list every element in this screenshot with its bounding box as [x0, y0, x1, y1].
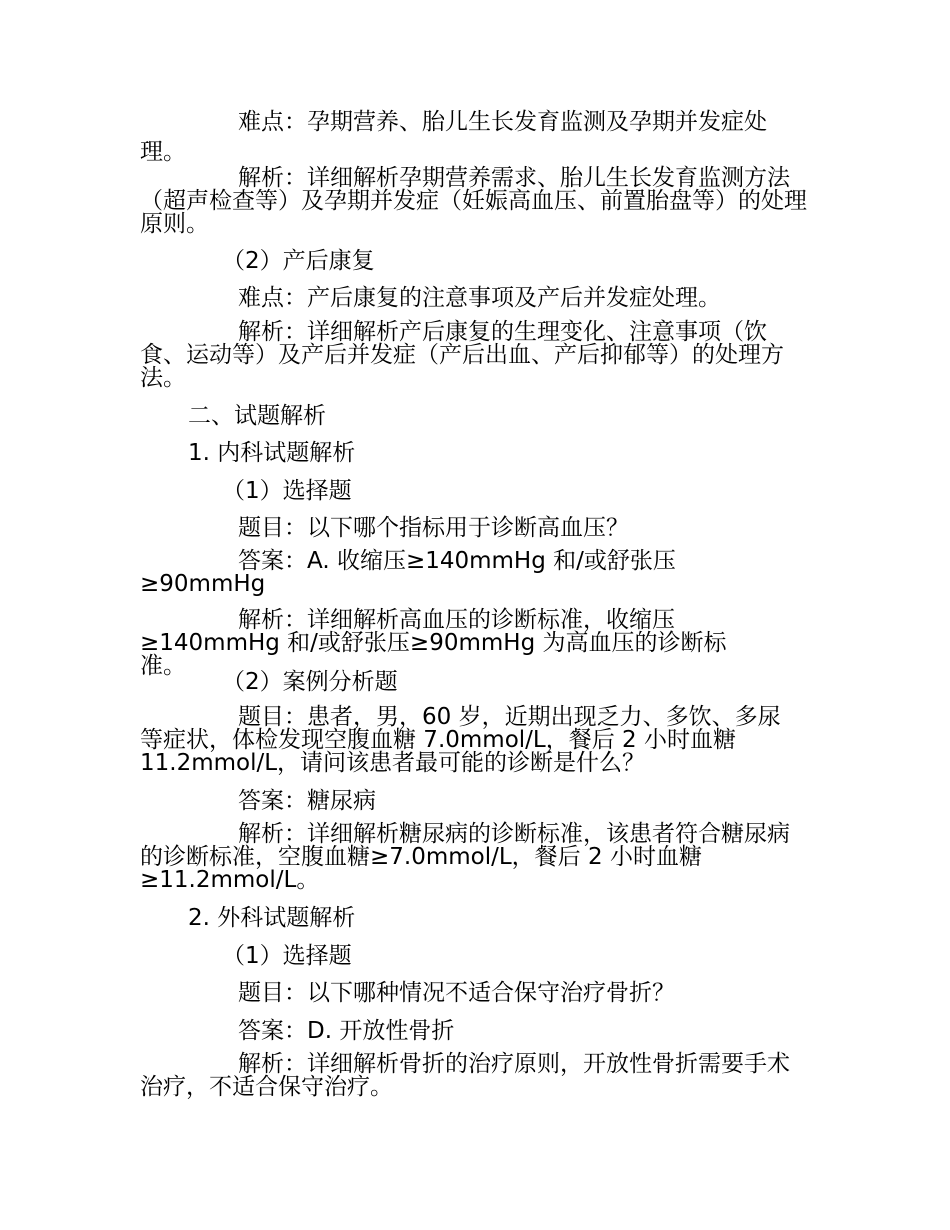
question-fracture: 题目：以下哪种情况不适合保守治疗骨折？ — [238, 980, 675, 1006]
analysis-diabetes: 解析：详细解析糖尿病的诊断标准，该患者符合糖尿病的诊断标准，空腹血糖≥7.0mmol/L，餐后 2 小时血糖≥11.2mmol/L。 — [140, 821, 790, 893]
answer-diabetes: 答案：糖尿病 — [238, 788, 376, 814]
subheading-internal-case: （2）案例分析题 — [222, 669, 398, 695]
analysis-postpartum: 解析：详细解析产后康复的生理变化、注意事项（饮食、运动等）及产后并发症（产后出血、产后抑郁等）的处理方法。 — [140, 319, 784, 391]
analysis-hypertension: 解析：详细解析高血压的诊断标准，收缩压≥140mmHg 和/或舒张压≥90mmHg 为高血压的诊断标准。 — [140, 607, 727, 679]
subheading-postpartum: （2）产后康复 — [222, 248, 375, 274]
heading-surgery: 2. 外科试题解析 — [188, 905, 356, 931]
answer-hypertension: 答案：A. 收缩压≥140mmHg 和/或舒张压≥90mmHg — [140, 548, 676, 597]
section-heading-exam-analysis: 二、试题解析 — [188, 403, 326, 429]
answer-fracture: 答案：D. 开放性骨折 — [238, 1018, 455, 1044]
question-hypertension: 题目：以下哪个指标用于诊断高血压？ — [238, 515, 629, 541]
analysis-fracture: 解析：详细解析骨折的治疗原则，开放性骨折需要手术治疗，不适合保守治疗。 — [140, 1051, 790, 1100]
heading-internal-medicine: 1. 内科试题解析 — [188, 440, 356, 466]
subheading-surgery-choice: （1）选择题 — [222, 943, 352, 969]
question-diabetes-case: 题目：患者，男，60 岁，近期出现乏力、多饮、多尿等症状，体检发现空腹血糖 7.0mmol/L，餐后 2 小时血糖 11.2mmol/L，请问该患者最可能的诊断是什么？ — [140, 704, 781, 776]
difficulty-prenatal: 难点：孕期营养、胎儿生长发育监测及孕期并发症处理。 — [140, 109, 767, 165]
subheading-internal-choice: （1）选择题 — [222, 478, 352, 504]
analysis-prenatal: 解析：详细解析孕期营养需求、胎儿生长发育监测方法（超声检查等）及孕期并发症（妊娠高血压、前置胎盘等）的处理原则。 — [140, 165, 807, 237]
difficulty-postpartum: 难点：产后康复的注意事项及产后并发症处理。 — [238, 285, 721, 311]
